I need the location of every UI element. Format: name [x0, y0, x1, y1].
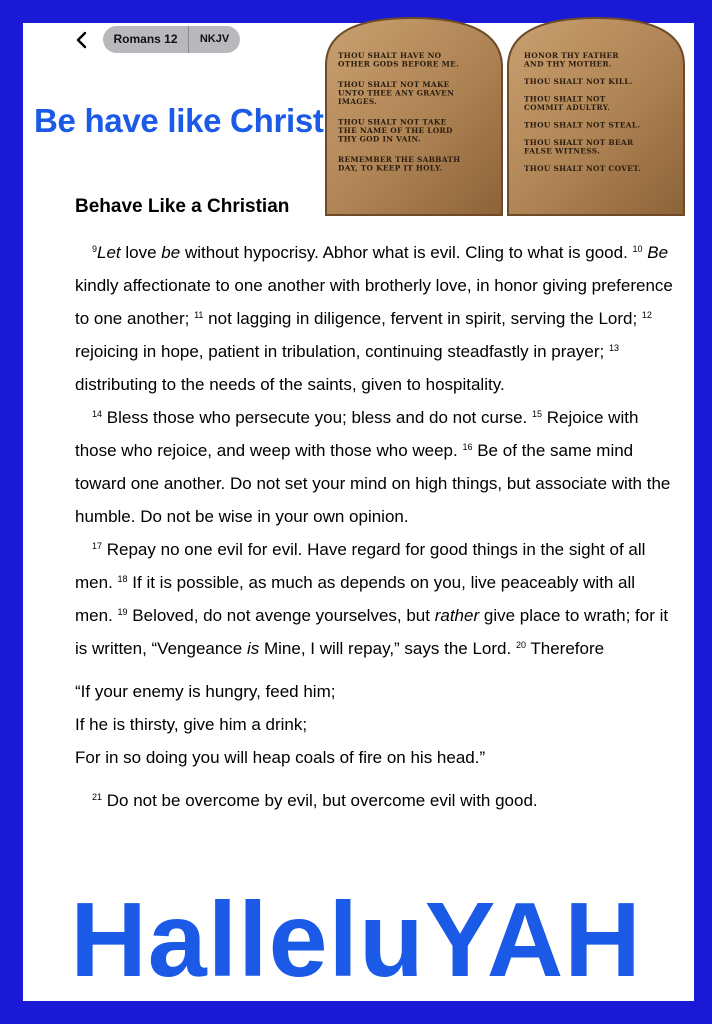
ten-commandments-tablets-image [322, 10, 692, 220]
commandment-text: THOU SHALT NOT MAKE [338, 80, 450, 89]
poem-line: For in so doing you will heap coals of fire on his head.” [75, 748, 486, 767]
commandment-text: THOU SHALT NOT KILL. [524, 77, 633, 86]
paragraph-2 [75, 401, 675, 533]
commandment-text: AND THY MOTHER. [524, 59, 612, 69]
headline: Be have like Christ [34, 102, 324, 139]
paragraph-3 [75, 533, 675, 665]
verse-number: 17 [92, 541, 103, 551]
commandment-text: THOU SHALT NOT TAKE [338, 117, 447, 127]
verse-text: Repay no one evil for evil. Have regard for good things in the sight of all men. [75, 540, 646, 592]
commandment-text: THOU SHALT NOT STEAL. [524, 120, 641, 130]
italic-word: Let [97, 243, 121, 262]
verse-number: 12 [641, 310, 652, 320]
scripture-text [75, 236, 675, 817]
verse-text: Bless those who persecute you; bless and do not curse. [106, 408, 532, 427]
verse-number: 14 [92, 409, 103, 419]
verse-text: give place to wrath; for it is written, “Vengeance [75, 606, 669, 658]
commandment-text: UNTO THEE ANY GRAVEN [338, 88, 455, 98]
verse-number: 11 [194, 310, 204, 320]
commandment-text: FALSE WITNESS. [524, 146, 600, 156]
verse-text: not lagging in diligence, fervent in spirit, serving the Lord; [208, 309, 642, 328]
verse-text: Therefore [530, 639, 605, 658]
commandment-text: REMEMBER THE SABBATH [338, 155, 461, 164]
version-button[interactable]: NKJV [199, 33, 230, 45]
verse-text: Mine, I will repay,” says the Lord. [259, 639, 516, 658]
paragraph-4 [75, 784, 675, 817]
paragraph-1 [75, 236, 675, 401]
poem-line: If he is thirsty, give him a drink; [75, 715, 308, 734]
commandment-text: THOU SHALT HAVE NO [338, 51, 442, 60]
verse-text: If it is possible, as much as depends on you, live peaceably with all men. [75, 573, 636, 625]
verse-text: kindly affectionate to one another with brotherly love, in honor giving preference to one another; [75, 276, 673, 328]
commandment-text: DAY, TO KEEP IT HOLY. [338, 163, 443, 173]
italic-word: be [161, 243, 181, 262]
verse-text: Beloved, do not avenge yourselves, but [132, 606, 435, 625]
chevron-left-icon [72, 28, 92, 52]
halleluyah-banner: HalleluYAH [70, 881, 642, 999]
verse-number: 13 [608, 343, 619, 353]
commandment-text: COMMIT ADULTRY. [524, 103, 611, 112]
verse-number: 19 [117, 607, 128, 617]
verse-text: rejoicing in hope, patient in tribulation, continuing steadfastly in prayer; [75, 342, 609, 361]
italic-word: is [246, 639, 260, 658]
verse-text: Do not be overcome by evil, but overcome evil with good. [106, 791, 538, 810]
poem-line: “If your enemy is hungry, feed him; [75, 682, 336, 701]
poem-block [75, 675, 675, 774]
italic-word: rather [434, 606, 480, 625]
back-button[interactable] [72, 28, 92, 52]
commandment-text: THE NAME OF THE LORD [338, 126, 453, 135]
commandment-text: THOU SHALT NOT [524, 94, 606, 104]
verse-text: distributing to the needs of the saints, given to hospitality. [75, 375, 505, 394]
commandment-text: THY GOD IN VAIN. [338, 134, 421, 144]
section-title: Behave Like a Christian [75, 196, 290, 217]
commandment-text: THOU SHALT NOT COVET. [524, 164, 641, 173]
commandment-text: THOU SHALT NOT BEAR [524, 138, 634, 147]
verse-number: 16 [462, 442, 473, 452]
verse-number: 21 [92, 792, 103, 802]
verse-number: 15 [532, 409, 543, 419]
italic-word: Be [647, 243, 669, 262]
verse-number: 9 [92, 244, 98, 254]
commandment-text: OTHER GODS BEFORE ME. [338, 59, 459, 69]
verse-text: Be of the same mind toward one another. Do not set your mind on high things, but associate with the humble. Do not be wise in your own opinion. [75, 441, 671, 526]
verse-text: Rejoice with those who rejoice, and weep with those who weep. [75, 408, 639, 460]
verse-number: 18 [117, 574, 128, 584]
book-chapter-button[interactable]: Romans 12 [103, 26, 189, 53]
commandment-text: IMAGES. [338, 97, 378, 106]
verse-number: 20 [515, 640, 526, 650]
commandment-text: HONOR THY FATHER [524, 51, 619, 60]
verse-number: 10 [632, 244, 643, 254]
verse-text: love [120, 243, 162, 262]
verse-text: without hypocrisy. Abhor what is evil. Cling to what is good. [180, 243, 633, 262]
reference-selector [103, 26, 240, 53]
